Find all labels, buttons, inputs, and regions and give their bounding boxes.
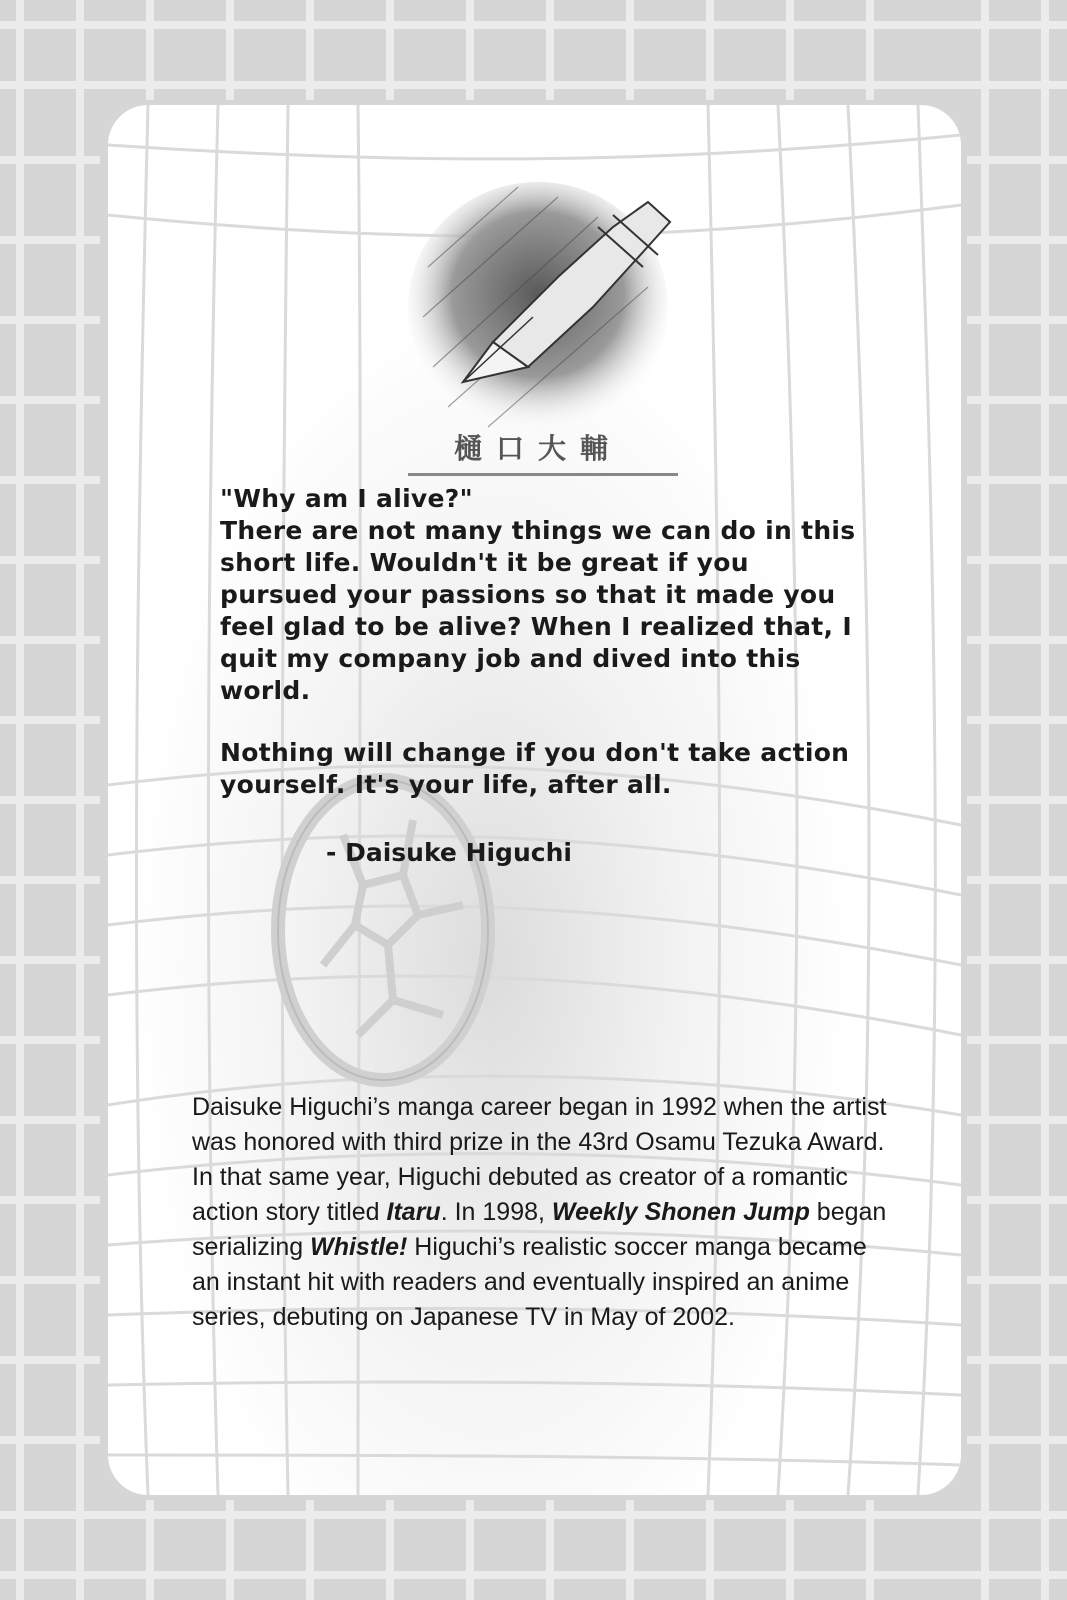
title-itaru: Itaru xyxy=(386,1198,441,1226)
quote-signature: - Daisuke Higuchi xyxy=(326,838,572,867)
quote-opening-line: "Why am I alive?" xyxy=(220,484,473,513)
quote-paragraph-1-text: There are not many things we can do in this short life. Wouldn't it be great if you pursued your passions so that it made you feel glad to be alive? When I realized that, I quit my company job and dived into this world. xyxy=(220,516,856,705)
divider xyxy=(408,473,678,476)
bio-text-1: Daisuke Higuchi’s manga career began in 1992 when the artist was honored with third prize in the 43rd Osamu Tezuka Award. In that same year, Higuchi debuted as creator of a romantic action story titled xyxy=(192,1093,887,1226)
bio-text-3: began serializing xyxy=(192,1198,887,1261)
quote-paragraph-1 xyxy=(220,483,860,707)
bio-text-4: Higuchi’s realistic soccer manga became an instant hit with readers and eventually inspired an anime series, debuting on Japanese TV in May of 2002. xyxy=(192,1233,867,1331)
author-bio xyxy=(192,1090,892,1335)
author-quote xyxy=(220,483,860,831)
author-name-japanese: 樋口大輔 xyxy=(453,432,622,465)
title-whistle: Whistle! xyxy=(310,1233,408,1261)
title-weekly-shonen-jump: Weekly Shonen Jump xyxy=(551,1198,810,1226)
quote-paragraph-2: Nothing will change if you don't take action yourself. It's your life, after all. xyxy=(220,738,850,799)
author-card xyxy=(108,105,961,1495)
bio-text-2: . In 1998, xyxy=(440,1198,552,1226)
